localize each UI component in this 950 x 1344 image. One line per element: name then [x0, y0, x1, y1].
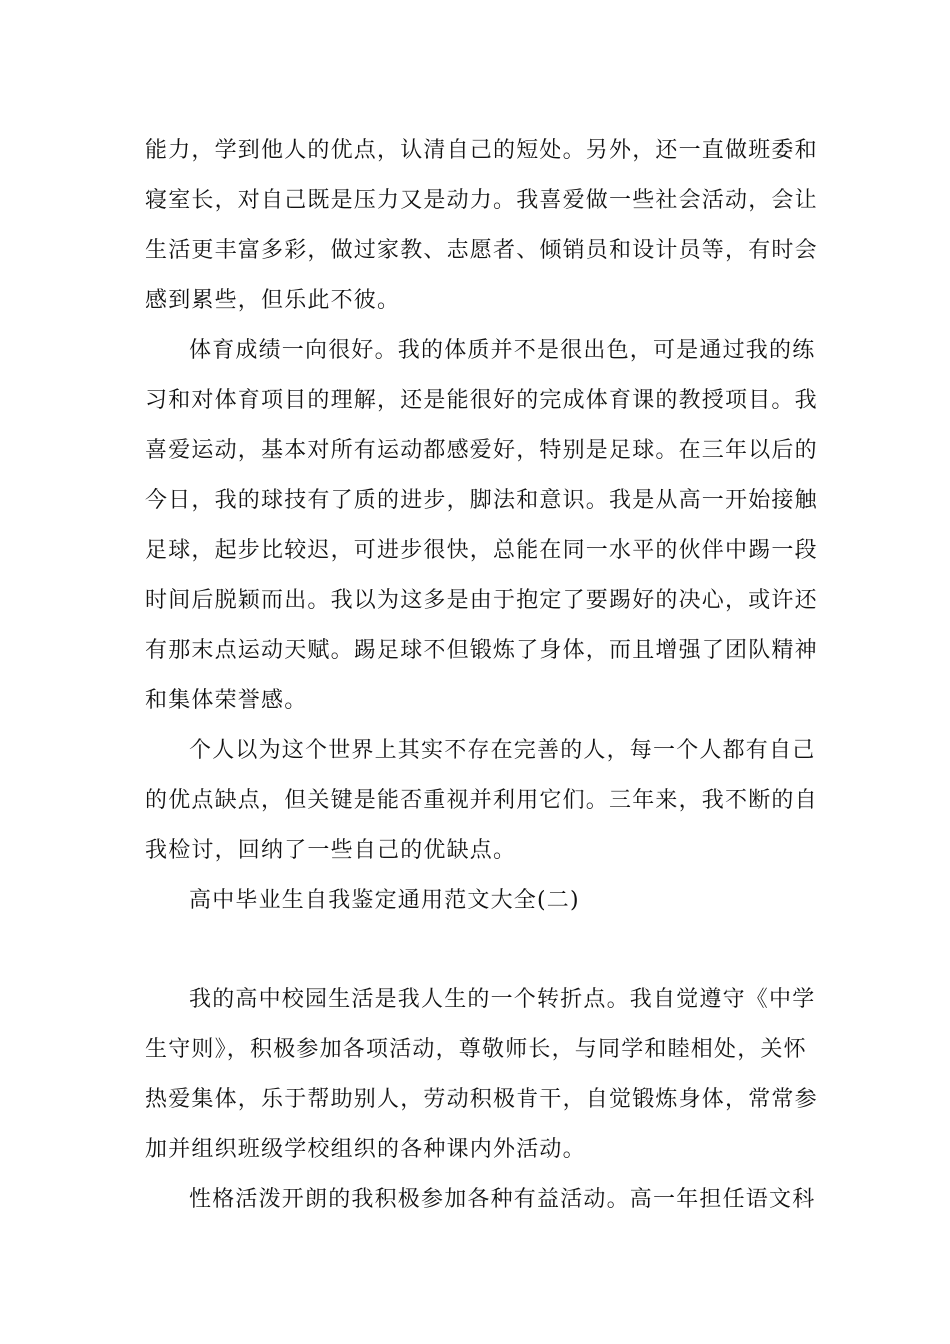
text-line: 足球，起步比较迟，可进步很快，总能在同一水平的伙伴中踢一段 [145, 538, 818, 563]
text-line: 习和对体育项目的理解，还是能很好的完成体育课的教授项目。我 [145, 388, 818, 413]
text-line: 热爱集体，乐于帮助别人，劳动积极肯干，自觉锻炼身体，常常参 [145, 1087, 818, 1112]
text-line: 生守则》，积极参加各项活动，尊敬师长，与同学和睦相处，关怀 [145, 1037, 807, 1062]
text-line: 生活更丰富多彩，做过家教、志愿者、倾销员和设计员等，有时会 [145, 238, 818, 263]
text-line: 寝室长，对自己既是压力又是动力。我喜爱做一些社会活动，会让 [145, 188, 818, 213]
paragraph-first-line: 我的高中校园生活是我人生的一个转折点。我自觉遵守《中学 [189, 987, 816, 1012]
text-line: 今日，我的球技有了质的进步，脚法和意识。我是从高一开始接触 [145, 488, 818, 513]
text-line: 的优点缺点，但关键是能否重视并利用它们。三年来，我不断的自 [145, 788, 818, 813]
text-line: 感到累些，但乐此不彼。 [145, 288, 401, 313]
paragraph-first-line: 性格活泼开朗的我积极参加各种有益活动。高一年担任语文科 [189, 1187, 816, 1212]
text-line: 有那末点运动天赋。踢足球不但锻炼了身体，而且增强了团队精神 [145, 638, 818, 663]
text-line: 加并组织班级学校组织的各种课内外活动。 [145, 1137, 586, 1162]
text-line: 时间后脱颖而出。我以为这多是由于抱定了要踢好的决心，或许还 [145, 588, 818, 613]
text-line: 和集体荣誉感。 [145, 688, 308, 713]
section-heading: 高中毕业生自我鉴定通用范文大全(二) [189, 888, 580, 913]
text-line: 我检讨，回纳了一些自己的优缺点。 [145, 838, 517, 863]
paragraph-first-line: 体育成绩一向很好。我的体质并不是很出色，可是通过我的练 [189, 338, 816, 363]
paragraph-first-line: 个人以为这个世界上其实不存在完善的人，每一个人都有自己 [189, 738, 816, 763]
text-line: 喜爱运动，基本对所有运动都感爱好，特别是足球。在三年以后的 [145, 438, 818, 463]
text-line: 能力，学到他人的优点，认清自己的短处。另外，还一直做班委和 [145, 138, 818, 163]
